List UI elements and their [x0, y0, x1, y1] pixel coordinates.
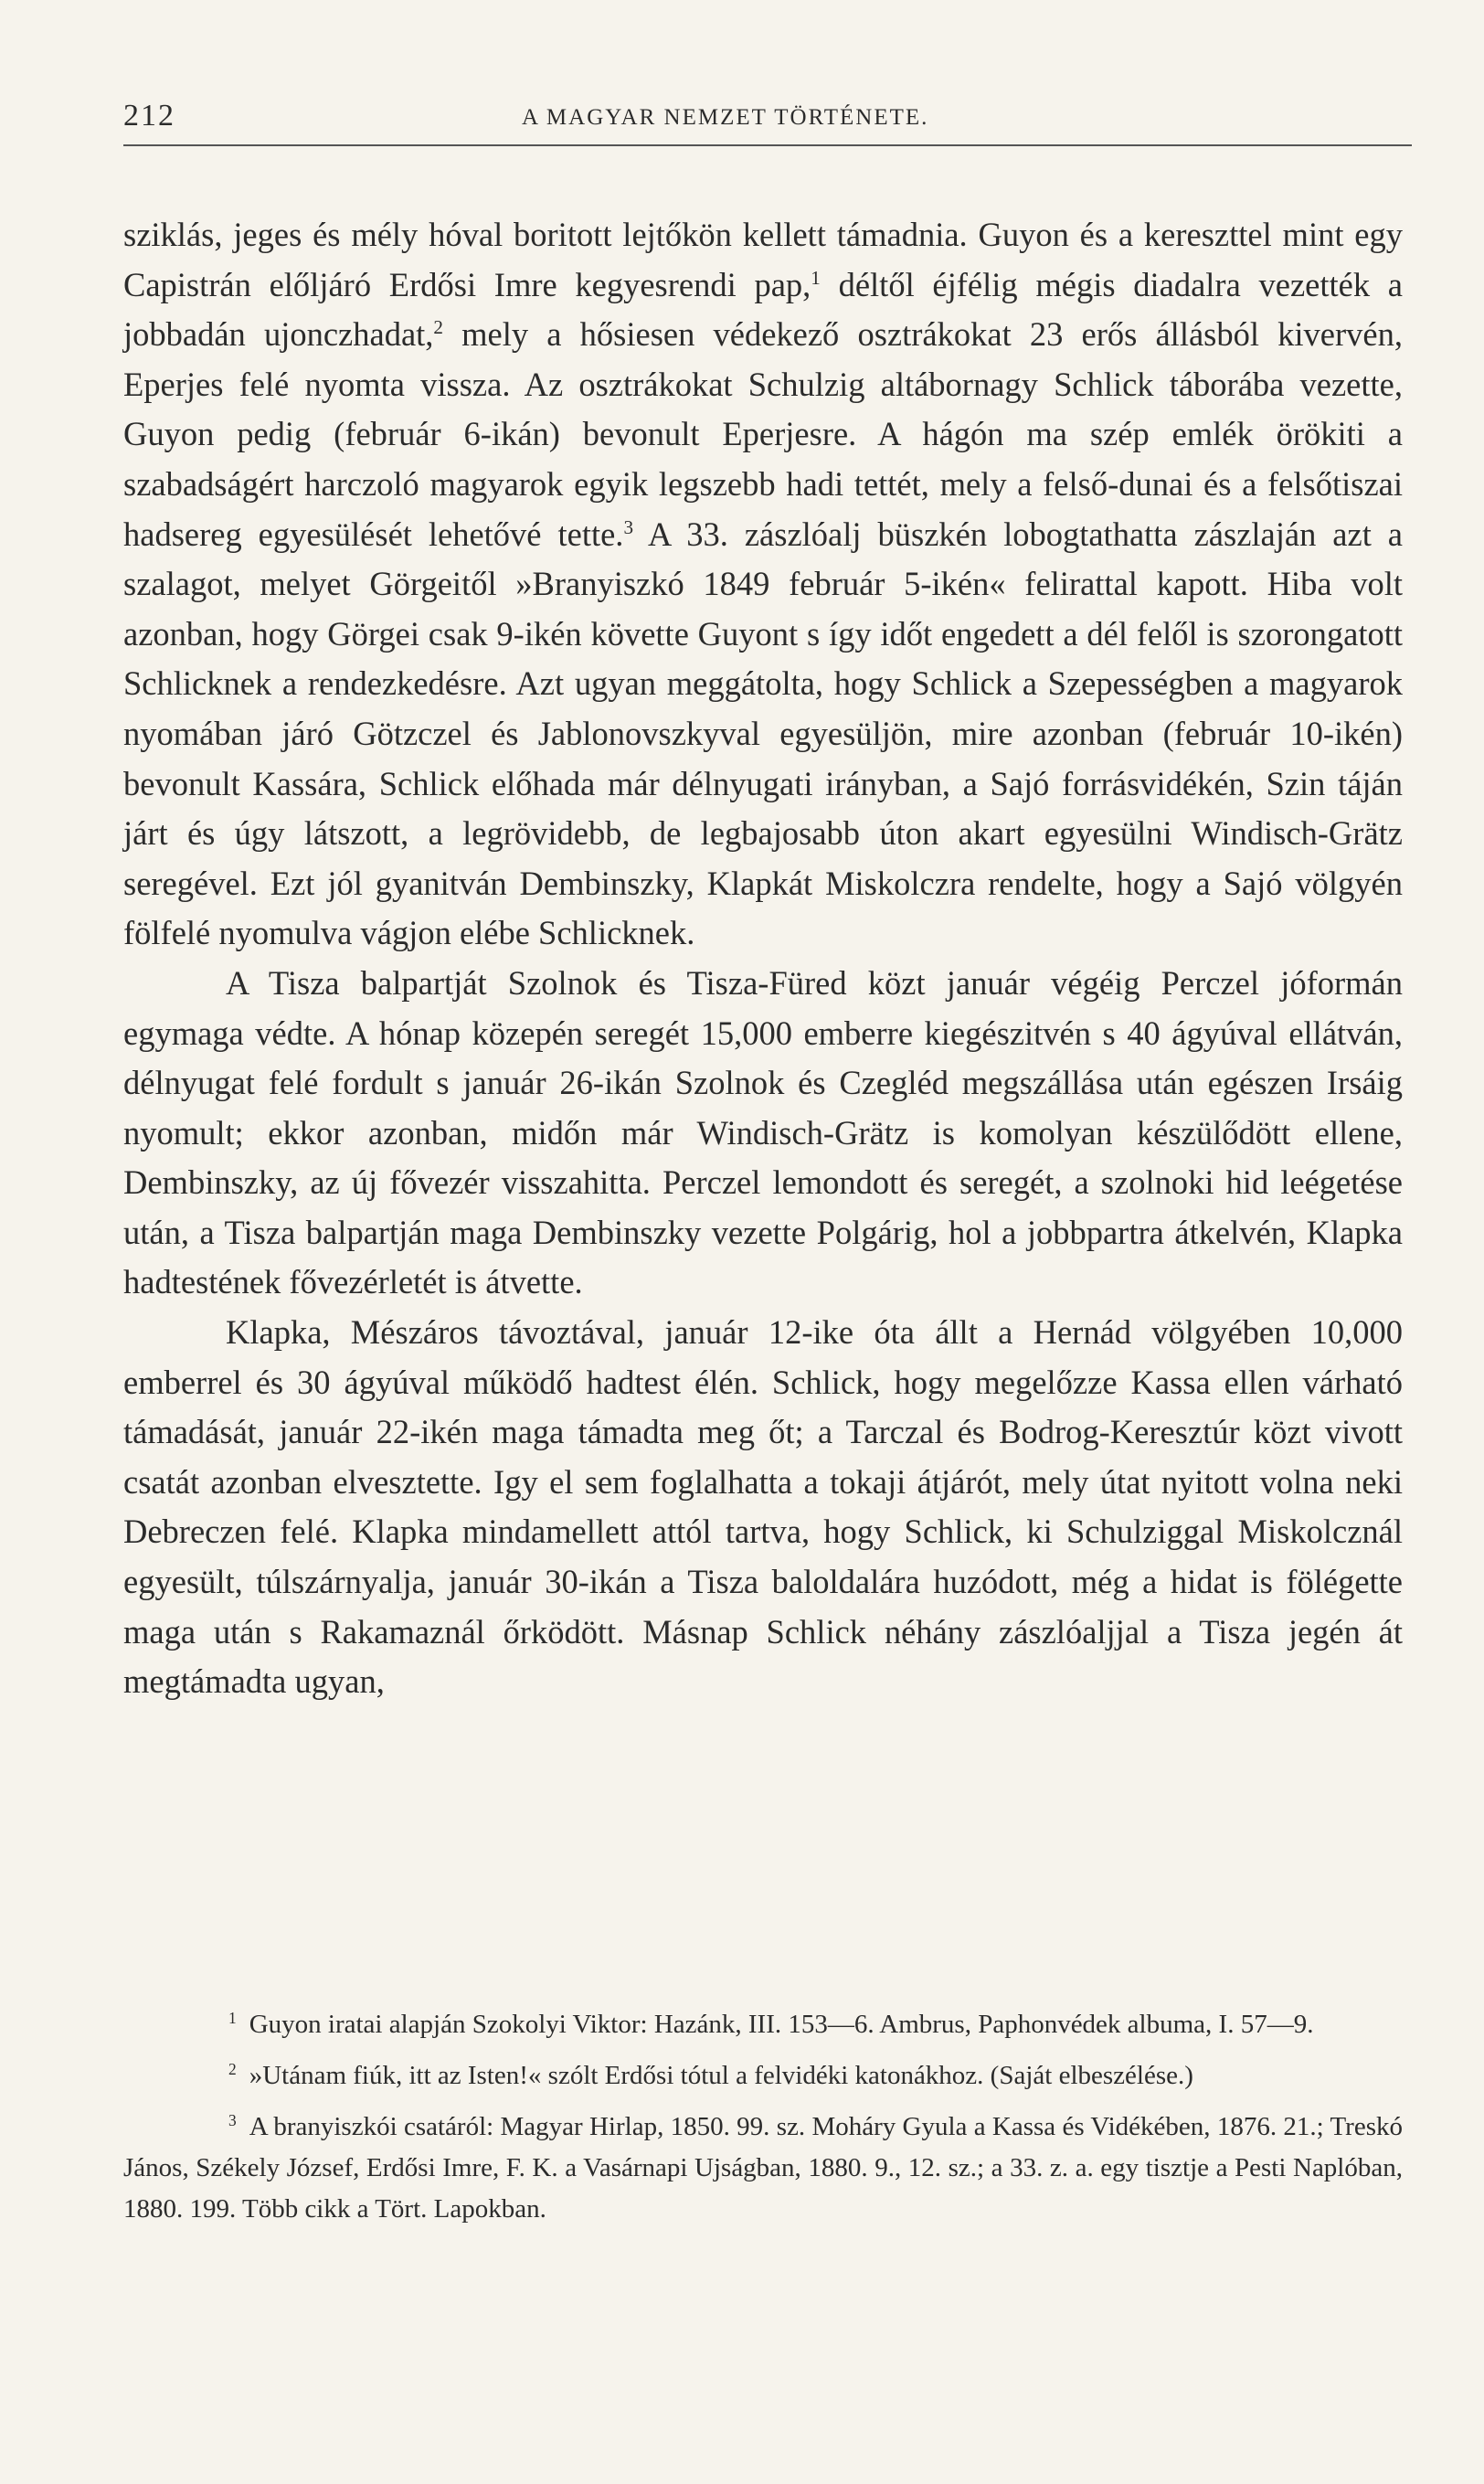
paragraph-2: A Tisza balpartját Szolnok és Tisza-Füred közt január végéig Perczel jóformán egymaga védte. A hónap közepén seregét 15,000 emberre kiegészitvén s 40 ágyúval ellátván, délnyugat felé fordult s január 26-ikán Szolnok és Czegléd megszállása után egészen Irsáig nyomult; ekkor azonban, midőn már Windisch-Grätz is komolyan készülődött ellene, Dembinszky, az új fővezér visszahitta. Perczel lemondott és seregét, a szolnoki hid leégetése után, a Tisza balpartján maga Dembinszky vezette Polgárig, hol a jobbpartra átkelvén, Klapka hadtestének fővezérletét is átvette.: [123, 963, 1403, 1301]
page-number: 212: [123, 99, 175, 133]
footnote-1-mark: 1: [228, 2008, 237, 2027]
footnote-3-text: A branyiszkói csatáról: Magyar Hirlap, 1850. 99. sz. Moháry Gyula a Kassa és Vidékében, 1876. 21.; Treskó János, Székely József, Erdősi Imre, F. K. a Vasárnapi Ujságban, 1880. 9., 12. sz.; a 33. z. a. egy tisztje a Pesti Naplóban, 1880. 199. Több cikk a Tört. Lapokban.: [123, 2112, 1403, 2224]
footnote-2-text: »Utánam fiúk, itt az Isten!« szólt Erdősi tótul a felvidéki katonákhoz. (Saját elbeszélése.): [249, 2061, 1193, 2090]
footnote-2-mark: 2: [228, 2059, 237, 2078]
running-title: A MAGYAR NEMZET TÖRTÉNETE.: [522, 105, 929, 130]
footnote-1-text: Guyon iratai alapján Szokolyi Viktor: Hazánk, III. 153—6. Ambrus, Paphonvédek albuma, I. 57—9.: [249, 2010, 1314, 2039]
header-rule: [123, 144, 1412, 146]
paragraph-1-part-3: mely a hősiesen védekező osztrákokat 23 erős állásból kivervén, Eperjes felé nyomta vissza. Az osztrákokat Schulzig altábornagy Schlick táborába vezette, Guyon pedig (február 6-ikán) bevonult Eperjesre. A hágón ma szép emlék örökiti a szabadságért harczoló magyarok egyik legszebb hadi tettét, mely a felső-dunai és a felsőtiszai hadsereg egyesülését lehetővé tette.: [123, 315, 1403, 553]
footnote-2: [123, 2055, 1403, 2097]
paragraph-1-part-1: sziklás, jeges és mély hóval boritott lejtőkön kellett támadnia. Guyon és a kereszttel mint egy Capistrán előljáró Erdősi Imre kegyesrendi pap,: [123, 216, 1403, 303]
paragraph-1: [123, 210, 1403, 959]
footnote-ref-1: 1: [811, 266, 821, 289]
body-text: [123, 210, 1403, 1707]
footnote-ref-3: 3: [623, 515, 634, 538]
paragraph-1-part-2: déltől éjfélig mégis diadalra vezették a jobbadán ujonczhadat,: [123, 265, 1403, 354]
footnote-1: [123, 2004, 1403, 2045]
footnote-3: [123, 2107, 1403, 2230]
paragraph-3: Klapka, Mészáros távoztával, január 12-ike óta állt a Hernád völgyében 10,000 emberrel és 30 ágyúval működő hadtest élén. Schlick, hogy megelőzze Kassa ellen várható támadását, január 22-ikén maga támadta meg őt; a Tarczal és Bodrog-Keresztúr közt vivott csatát azonban elvesztette. Igy el sem foglalhatta a tokaji átjárót, mely útat nyitott volna neki Debreczen felé. Klapka mindamellett attól tartva, hogy Schlick, ki Schulziggal Miskolcznál egyesült, túlszárnyalja, január 30-ikán a Tisza baloldalára huzódott, még a hidat is fölégette maga után s Rakamaznál őrködött. Másnap Schlick néhány zászlóaljjal a Tisza jegén át megtámadta ugyan,: [123, 1313, 1403, 1701]
footnote-3-mark: 3: [228, 2110, 237, 2129]
page-header: [123, 99, 1412, 150]
footnotes: [123, 2004, 1403, 2240]
paragraph-1-part-4: A 33. zászlóalj büszkén lobogtathatta zászlaján azt a szalagot, melyet Görgeitől »Branyiszkó 1849 február 5-ikén« felirattal kapott. Hiba volt azonban, hogy Görgei csak 9-ikén követte Guyont s így időt engedett a dél felől is szorongatott Schlicknek a rendezkedésre. Azt ugyan meggátolta, hogy Schlick a Szepességben a magyarok nyomában járó Götzczel és Jablonovszkyval egyesüljön, mire azonban (február 10-ikén) bevonult Kassára, Schlick előhada már délnyugati irányban, a Sajó forrásvidékén, Szin táján járt és úgy látszott, a legrövidebb, de legbajosabb úton akart egyesülni Windisch-Grätz seregével. Ezt jól gyanitván Dembinszky, Klapkát Miskolczra rendelte, hogy a Sajó völgyén fölfelé nyomulva vágjon elébe Schlicknek.: [123, 515, 1403, 952]
footnote-ref-2: 2: [433, 316, 443, 339]
